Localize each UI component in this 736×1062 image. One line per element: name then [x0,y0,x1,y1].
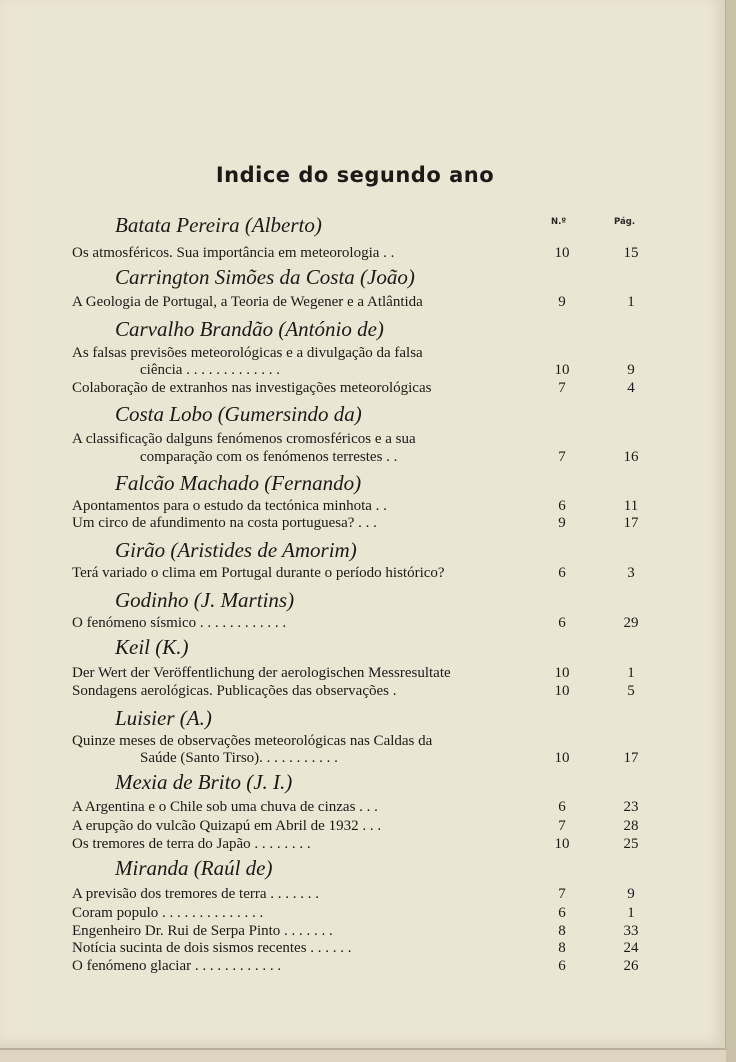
entry-title: Sondagens aerológicas. Publicações das observações . [72,683,397,699]
entry-number: 7 [558,380,566,396]
entry-title: A previsão dos tremores de terra . . . . . . . [72,886,320,902]
entry-page: 4 [627,380,635,396]
entry-title: Quinze meses de observações meteorológicas nas Caldas da [72,733,433,749]
entry-title: As falsas previsões meteorológicas e a divulgação da falsa [72,345,423,361]
entry-number: 7 [558,818,566,834]
author-heading: Carvalho Brandão (António de) [115,317,384,341]
entry-page: 23 [623,799,639,815]
entry-number: 9 [558,515,566,531]
entry-page: 5 [627,683,635,699]
entry-number: 9 [558,294,566,310]
entry-page: 11 [623,498,639,514]
entry-page: 9 [627,886,635,902]
author-heading: Batata Pereira (Alberto) [115,213,322,237]
entry-title: Apontamentos para o estudo da tectónica minhota . . [72,498,387,514]
entry-number: 10 [554,683,570,699]
column-header-page: Pág. [614,217,636,227]
column-header-number: N.º [551,217,567,227]
entry-title: A Geologia de Portugal, a Teoria de Wegener e a Atlântida [72,294,423,310]
entry-number: 6 [558,615,566,631]
entry-title: Terá variado o clima em Portugal durante o período histórico? [72,565,445,581]
entry-number: 8 [558,940,566,956]
author-heading: Costa Lobo (Gumersindo da) [115,402,362,426]
entry-page: 26 [623,958,639,974]
entry-page: 29 [623,615,639,631]
entry-page: 15 [623,245,639,261]
entry-title: comparação com os fenómenos terrestes . . [140,449,398,465]
entry-page: 25 [623,836,639,852]
entry-number: 10 [554,665,570,681]
entry-number: 7 [558,886,566,902]
entry-title: Os atmosféricos. Sua importância em meteorologia . . [72,245,395,261]
entry-number: 6 [558,498,566,514]
entry-page: 17 [623,515,639,531]
author-heading: Keil (K.) [115,635,189,659]
entry-page: 1 [627,665,635,681]
entry-title: Saúde (Santo Tirso). . . . . . . . . . . [140,750,338,766]
entry-number: 8 [558,923,566,939]
entry-page: 1 [627,294,635,310]
entry-page: 3 [627,565,635,581]
entry-title: Os tremores de terra do Japão . . . . . . . . [72,836,311,852]
entry-title: A erupção do vulcão Quizapú em Abril de 1932 . . . [72,818,382,834]
entry-page: 28 [623,818,639,834]
entry-page: 16 [623,449,639,465]
entry-title: Coram populo . . . . . . . . . . . . . . [72,905,264,921]
entry-page: 17 [623,750,639,766]
entry-title: Um circo de afundimento na costa portuguesa? . . . [72,515,377,531]
entry-number: 7 [558,449,566,465]
entry-number: 6 [558,905,566,921]
entry-number: 10 [554,245,570,261]
entry-title: Der Wert der Veröffentlichung der aerologischen Messresultate [72,665,451,681]
entry-title: O fenómeno sísmico . . . . . . . . . . . . [72,615,287,631]
entry-number: 10 [554,836,570,852]
entry-title: Engenheiro Dr. Rui de Serpa Pinto . . . . . . . [72,923,333,939]
author-heading: Girão (Aristides de Amorim) [115,538,357,562]
entry-title: A classificação dalguns fenómenos cromosféricos e a sua [72,431,416,447]
entry-title: Colaboração de extranhos nas investigações meteorológicas [72,380,432,396]
entry-title: Notícia sucinta de dois sismos recentes . . . . . . [72,940,352,956]
entry-title: A Argentina e o Chile sob uma chuva de cinzas . . . [72,799,378,815]
author-heading: Falcão Machado (Fernando) [115,471,362,495]
entry-number: 6 [558,958,566,974]
entry-number: 6 [558,565,566,581]
author-heading: Miranda (Raúl de) [115,856,273,880]
entry-number: 10 [554,362,570,378]
entry-page: 33 [623,923,639,939]
entry-number: 6 [558,799,566,815]
entry-page: 9 [627,362,635,378]
author-heading: Luisier (A.) [115,706,212,730]
entry-page: 24 [623,940,639,956]
author-heading: Mexia de Brito (J. I.) [115,770,293,794]
entry-number: 10 [554,750,570,766]
author-heading: Godinho (J. Martins) [115,588,295,612]
page-edge [726,0,736,1062]
index-title: Indice do segundo ano [215,163,495,187]
entry-page: 1 [627,905,635,921]
entry-title: ciência . . . . . . . . . . . . . [140,362,280,378]
author-heading: Carrington Simões da Costa (João) [115,265,415,289]
entry-title: O fenómeno glaciar . . . . . . . . . . . . [72,958,282,974]
